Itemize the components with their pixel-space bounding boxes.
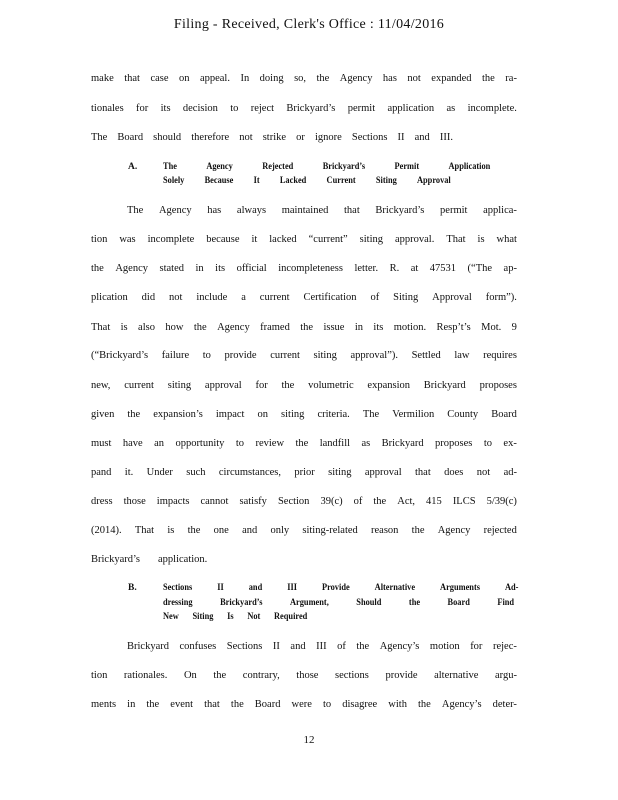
word: applica-	[483, 205, 517, 216]
word: ra-	[505, 73, 517, 84]
word: framed	[260, 322, 290, 333]
word: to	[230, 103, 239, 114]
word: siting	[328, 467, 352, 478]
word: decision	[182, 103, 218, 114]
word: lacked	[269, 234, 297, 245]
word: form”).	[485, 292, 517, 303]
body-line	[91, 380, 517, 391]
word: the	[316, 73, 330, 84]
word: provide	[385, 670, 418, 681]
word: does	[444, 467, 464, 478]
word: “current”	[308, 234, 348, 245]
word: current	[124, 380, 154, 391]
word: the	[418, 699, 431, 710]
word: to	[235, 438, 245, 449]
word: official	[236, 263, 267, 274]
word: Board	[254, 699, 281, 710]
word: stated	[159, 263, 184, 274]
word: Agency	[158, 205, 192, 216]
word: requires	[483, 350, 517, 361]
word: Agency	[206, 162, 233, 172]
word: in	[127, 699, 136, 710]
word: issue	[323, 322, 345, 333]
word: Find	[497, 598, 515, 608]
word: (“Brickyard’s	[91, 350, 149, 361]
word: those	[123, 496, 146, 507]
body-line	[91, 263, 517, 274]
word: as	[446, 103, 456, 114]
section-heading-b-line	[163, 598, 514, 608]
word: for	[136, 103, 149, 114]
word: Permit	[394, 162, 420, 172]
word: (“The	[467, 263, 493, 274]
word: rejected	[483, 525, 517, 536]
word: rationales.	[123, 670, 168, 681]
word: The	[362, 409, 380, 420]
word: Brickyard’s	[322, 162, 366, 172]
word: impacts	[156, 496, 190, 507]
word: ILCS	[452, 496, 476, 507]
word: ments	[91, 699, 117, 710]
word: II	[217, 583, 224, 593]
word: therefore	[191, 132, 230, 143]
word: Certification	[303, 292, 357, 303]
word: Act,	[397, 496, 416, 507]
word: volumetric	[308, 380, 354, 391]
word: ap-	[503, 263, 517, 274]
word: the	[146, 699, 160, 710]
word: in	[354, 322, 364, 333]
word: the	[127, 409, 141, 420]
word: as	[361, 438, 371, 449]
word: such	[186, 467, 206, 478]
word: expansion’s	[153, 409, 203, 420]
word: In	[240, 73, 250, 84]
body-line	[91, 103, 517, 114]
section-label-a: A.	[128, 162, 138, 172]
word: application	[387, 103, 435, 114]
word: was	[119, 234, 136, 245]
word: case	[150, 73, 169, 84]
body-line	[91, 467, 517, 478]
word: provide	[224, 350, 257, 361]
word: has	[207, 205, 222, 216]
word: how	[165, 322, 184, 333]
word: approval	[364, 467, 402, 478]
word: current	[259, 292, 290, 303]
word: cannot	[200, 496, 229, 507]
word: incomplete	[147, 234, 195, 245]
word: deter-	[492, 699, 517, 710]
word: Application	[448, 162, 491, 172]
word: of	[353, 496, 363, 507]
word: of	[370, 292, 380, 303]
body-line	[91, 132, 453, 143]
word: The	[91, 132, 108, 143]
word: application.	[158, 554, 208, 565]
body-line	[91, 292, 517, 303]
word: incompleteness	[278, 263, 343, 274]
word: appeal.	[199, 73, 230, 84]
body-line	[91, 350, 517, 361]
word: 415	[426, 496, 442, 507]
word: should	[153, 132, 182, 143]
word: approval”).	[350, 350, 398, 361]
word: those	[296, 670, 319, 681]
word: rejec-	[492, 641, 517, 652]
word: have	[122, 438, 143, 449]
word: contrary,	[242, 670, 280, 681]
word: not	[407, 73, 421, 84]
word: criteria.	[317, 409, 350, 420]
body-line	[91, 525, 517, 536]
word: is	[120, 322, 128, 333]
word: Agency’s	[441, 699, 482, 710]
word: Board	[447, 598, 470, 608]
word: failure	[161, 350, 190, 361]
word: prior	[294, 467, 315, 478]
word: Arguments	[440, 583, 480, 593]
word: Sections	[226, 641, 263, 652]
word: a	[241, 292, 246, 303]
word: Siting	[192, 612, 214, 622]
section-heading-a-line	[163, 176, 451, 186]
word: Siting	[393, 292, 419, 303]
word: were	[291, 699, 312, 710]
word: the	[411, 525, 425, 536]
word: argu-	[495, 670, 517, 681]
word: the	[230, 699, 244, 710]
body-line	[91, 409, 517, 420]
word: approval	[204, 380, 242, 391]
word: new,	[91, 380, 111, 391]
word: Brickyard	[381, 438, 424, 449]
word: Under	[146, 467, 173, 478]
word: the	[91, 263, 104, 274]
word: opportunity	[175, 438, 225, 449]
word: proposes	[435, 438, 473, 449]
word: motion	[429, 641, 460, 652]
word: disagree	[342, 699, 378, 710]
word: tionales	[91, 103, 124, 114]
word: what	[496, 234, 517, 245]
word: expansion	[367, 380, 410, 391]
word: and	[242, 525, 258, 536]
word: Agency	[115, 263, 148, 274]
word: because	[206, 234, 240, 245]
word: not	[239, 132, 253, 143]
word: maintained	[281, 205, 329, 216]
word: (2014).	[91, 525, 122, 536]
word: the	[356, 641, 370, 652]
word: Agency	[217, 322, 250, 333]
word: siting	[359, 234, 384, 245]
body-line	[91, 554, 517, 565]
word: to	[202, 350, 211, 361]
page-number: 12	[303, 734, 315, 746]
word: the	[295, 438, 309, 449]
word: tion	[91, 670, 108, 681]
word: incomplete.	[467, 103, 517, 114]
word: with	[388, 699, 407, 710]
word: that	[124, 73, 140, 84]
body-line	[91, 438, 517, 449]
word: Lacked	[279, 176, 307, 186]
word: on	[257, 409, 268, 420]
word: Current	[326, 176, 356, 186]
word: review	[255, 438, 285, 449]
word: make	[91, 73, 114, 84]
word: the	[300, 322, 314, 333]
word: impact	[215, 409, 245, 420]
word: Ad-	[504, 583, 519, 593]
word: Is	[227, 612, 234, 622]
word: the	[213, 670, 227, 681]
word: must	[91, 438, 112, 449]
word: III	[316, 641, 327, 652]
word: tion	[91, 234, 108, 245]
word: Board	[117, 132, 144, 143]
word: not	[169, 292, 183, 303]
word: only	[270, 525, 290, 536]
word: alternative	[434, 670, 479, 681]
word: 5/39(c)	[486, 496, 517, 507]
word: The	[163, 162, 177, 172]
word: for	[470, 641, 483, 652]
word: Brickyard’s	[375, 205, 425, 216]
word: County	[447, 409, 479, 420]
word: Agency	[339, 73, 373, 84]
word: Agency’s	[379, 641, 420, 652]
word: reject	[250, 103, 275, 114]
word: event	[170, 699, 194, 710]
section-label-b: B.	[128, 583, 137, 593]
word: Agency	[437, 525, 471, 536]
word: siting	[313, 350, 337, 361]
word: Brickyard’s	[286, 103, 336, 114]
word: siting	[167, 380, 192, 391]
word: given	[91, 409, 115, 420]
word: Mot.	[481, 322, 502, 333]
word: confuses	[179, 641, 217, 652]
word: or	[296, 132, 305, 143]
word: satisfy	[239, 496, 267, 507]
word: it.	[124, 467, 134, 478]
word: On	[183, 670, 197, 681]
word: That	[446, 234, 466, 245]
body-line	[91, 73, 517, 84]
word: has	[382, 73, 397, 84]
word: and	[248, 583, 263, 593]
word: dressing	[163, 598, 193, 608]
word: Brickyard	[127, 641, 169, 652]
word: III.	[439, 132, 453, 143]
word: Solely	[163, 176, 185, 186]
word: its	[160, 103, 171, 114]
word: siting-related	[302, 525, 358, 536]
word: for	[255, 380, 268, 391]
word: the	[281, 380, 295, 391]
word: in	[195, 263, 204, 274]
word: Section	[277, 496, 310, 507]
body-line	[91, 699, 517, 710]
word: It	[253, 176, 260, 186]
word: Approval	[432, 292, 472, 303]
word: did	[141, 292, 156, 303]
body-line	[127, 641, 517, 652]
word: Not	[247, 612, 261, 622]
word: proposes	[479, 380, 517, 391]
word: is	[477, 234, 485, 245]
section-heading-b-line	[163, 583, 519, 593]
body-line	[91, 670, 517, 681]
word: Because	[204, 176, 234, 186]
word: the	[373, 496, 387, 507]
word: that	[204, 699, 220, 710]
word: 47531	[429, 263, 457, 274]
word: the	[408, 598, 421, 608]
word: II	[272, 641, 280, 652]
section-heading-a-line	[163, 162, 490, 172]
word: 9	[511, 322, 517, 333]
word: its	[373, 322, 384, 333]
word: it	[251, 234, 258, 245]
word: at	[410, 263, 419, 274]
word: Sections	[163, 583, 193, 593]
word: Required	[274, 612, 308, 622]
word: New	[163, 612, 179, 622]
word: its	[215, 263, 226, 274]
word: landfill	[319, 438, 351, 449]
word: III	[287, 583, 297, 593]
word: Settled	[411, 350, 441, 361]
word: Alternative	[374, 583, 416, 593]
word: that	[415, 467, 431, 478]
word: of	[337, 641, 346, 652]
word: the	[481, 73, 495, 84]
word: permit	[440, 205, 468, 216]
word: Board	[491, 409, 517, 420]
word: the	[193, 322, 207, 333]
word: to	[323, 699, 332, 710]
filing-header: Filing - Received, Clerk's Office : 11/04/2016	[173, 17, 445, 32]
body-line	[91, 496, 517, 507]
word: Resp’t’s	[436, 322, 471, 333]
word: always	[236, 205, 267, 216]
word: II	[397, 132, 405, 143]
word: R.	[389, 263, 400, 274]
word: permit	[347, 103, 376, 114]
body-line	[91, 322, 517, 333]
word: include	[196, 292, 228, 303]
word: also	[138, 322, 155, 333]
word: sections	[335, 670, 369, 681]
word: reason	[371, 525, 399, 536]
word: Provide	[321, 583, 350, 593]
word: approval.	[394, 234, 435, 245]
word: Should	[356, 598, 382, 608]
word: not	[476, 467, 491, 478]
word: 39(c)	[320, 496, 343, 507]
word: and	[414, 132, 430, 143]
word: is	[167, 525, 175, 536]
word: Brickyard	[423, 380, 466, 391]
word: Approval	[416, 176, 451, 186]
word: on	[178, 73, 190, 84]
word: siting	[281, 409, 305, 420]
word: an	[154, 438, 165, 449]
section-heading-b-line	[163, 612, 307, 622]
word: Argument,	[290, 598, 329, 608]
word: one	[213, 525, 229, 536]
word: motion.	[393, 322, 427, 333]
word: current	[270, 350, 300, 361]
word: Vermilion	[392, 409, 435, 420]
word: plication	[91, 292, 128, 303]
word: circumstances,	[218, 467, 281, 478]
word: That	[134, 525, 155, 536]
word: so,	[294, 73, 307, 84]
body-line	[91, 234, 517, 245]
word: Sections	[351, 132, 388, 143]
word: to	[483, 438, 492, 449]
word: That	[91, 322, 111, 333]
word: and	[290, 641, 306, 652]
word: Siting	[375, 176, 397, 186]
word: strike	[262, 132, 287, 143]
word: The	[127, 205, 144, 216]
word: law	[454, 350, 470, 361]
body-line	[127, 205, 517, 216]
word: expanded	[431, 73, 472, 84]
word: letter.	[354, 263, 379, 274]
word: Brickyard’s	[220, 598, 263, 608]
word: ignore	[314, 132, 342, 143]
word: dress	[91, 496, 113, 507]
word: the	[187, 525, 201, 536]
word: ad-	[503, 467, 517, 478]
word: doing	[259, 73, 284, 84]
word: that	[344, 205, 360, 216]
word: pand	[91, 467, 112, 478]
word: ex-	[503, 438, 517, 449]
word: Rejected	[262, 162, 294, 172]
word: Brickyard’s	[91, 554, 140, 565]
